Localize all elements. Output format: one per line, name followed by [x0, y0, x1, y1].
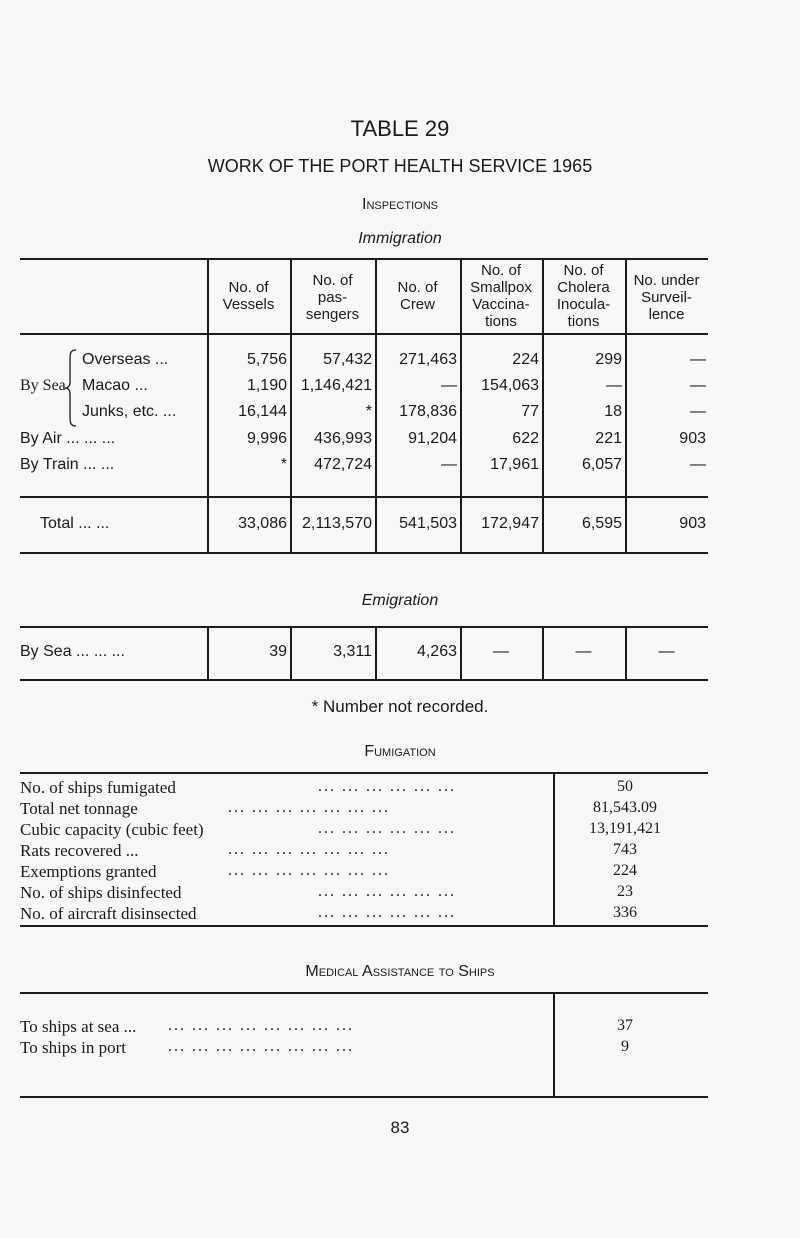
medical-top-rule	[20, 992, 708, 994]
col-header-surveillance: No. under Surveil- lence	[633, 272, 700, 323]
page-subtitle: WORK OF THE PORT HEALTH SERVICE 1965	[207, 156, 593, 176]
emigration-top-rule	[20, 626, 708, 628]
page-number: 83	[390, 1118, 410, 1137]
immigration-top-rule	[20, 258, 708, 260]
col-header-passengers: No. of pas- sengers	[305, 272, 360, 323]
page-title: TABLE 29	[350, 116, 450, 141]
fumigation-heading: Fumigation	[364, 743, 436, 760]
section-heading-inspections: Inspections	[362, 196, 438, 213]
col-header-smallpox: No. of Smallpox Vaccina- tions	[470, 262, 532, 330]
footnote: * Number not recorded.	[311, 697, 489, 716]
brace-icon	[64, 348, 78, 428]
immigration-total-rule	[20, 496, 708, 498]
emigration-heading: Emigration	[361, 592, 439, 609]
by-sea-label: By Sea	[20, 377, 66, 394]
col-header-cholera: No. of Cholera Inocula- tions	[556, 262, 611, 330]
fumigation-bottom-rule	[20, 925, 708, 927]
col-header-vessels: No. of Vessels	[222, 279, 275, 313]
immigration-heading: Immigration	[358, 230, 442, 247]
immigration-bottom-rule	[20, 552, 708, 554]
emigration-bottom-rule	[20, 679, 708, 681]
immigration-header-rule	[20, 333, 708, 335]
col-header-crew: No. of Crew	[397, 279, 438, 313]
fumigation-top-rule	[20, 772, 708, 774]
medical-bottom-rule	[20, 1096, 708, 1098]
medical-heading: Medical Assistance to Ships	[305, 963, 495, 980]
